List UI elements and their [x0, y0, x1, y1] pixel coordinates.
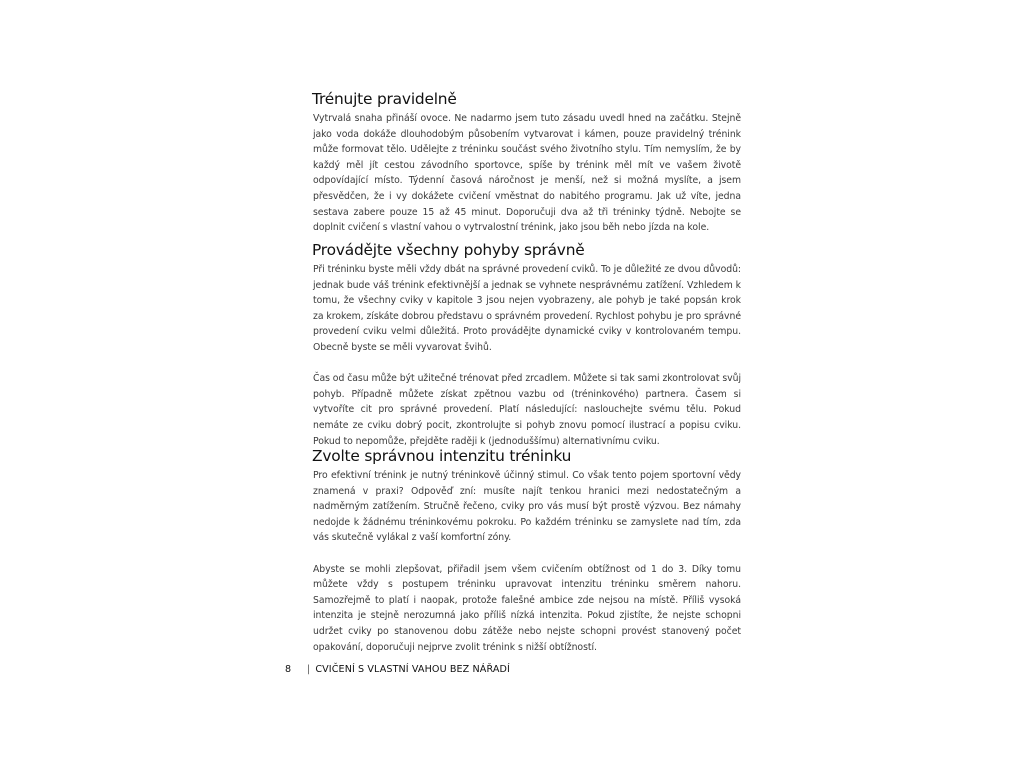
section-heading: Zvolte správnou intenzitu tréninku	[312, 447, 572, 465]
section-train-regularly	[313, 88, 741, 236]
footer-separator: |	[307, 664, 311, 675]
section-paragraph: Vytrvalá snaha přináší ovoce. Ne nadarmo jsem tuto zásadu uvedl hned na začátku. Stejně jako voda dokáže dlouhodobým působením vytvarovat i kámen, pouze pravidelný trénink může formovat tělo. Udělejte z tréninku součást svého životního stylu. Tím nemyslím, že by každý měl jít cestou závodního sportovce, spíše by trénink měl mít ve vašem životě odpovídající místo. Týdenní časová náročnost je menší, než si možná myslíte, a jsem přesvědčen, že i vy dokážete cvičení vměstnat do nabitého programu. Jak už víte, jedna sestava zabere pouze 15 až 45 minut. Doporučuji dva až tři tréninky týdně. Nebojte se doplnit cvičení s vlastní vahou o vytrvalostní trénink, jako jsou běh nebo jízda na kole.	[313, 113, 741, 234]
running-title: CVIČENÍ S VLASTNÍ VAHOU BEZ NÁŘADÍ	[315, 664, 510, 675]
section-heading: Trénujte pravidelně	[312, 90, 457, 108]
section-paragraph: Pro efektivní trénink je nutný tréninkově účinný stimul. Co však tento pojem sportovní vědy znamená v praxi? Odpověď zní: musíte najít tenkou hranici mezi nedostatečným a nadměrným zatížením. Stručně řečeno, cviky pro vás musí být prostě výzvou. Bez námahy nedojde k žádnému tréninkovému pokroku. Po každém tréninku se zamyslete nad tím, zda vás skutečně vylákal z vaší komfortní zóny.	[313, 470, 741, 544]
section-training-intensity	[313, 445, 741, 655]
section-paragraph: Při tréninku byste měli vždy dbát na správné provedení cviků. To je důležité ze dvou důvodů: jednak bude váš trénink efektivnější a jednak se vyhnete nesprávnému zatížení. Vzhledem k tomu, že všechny cviky v kapitole 3 jsou nejen vyobrazeny, ale pohyb je také popsán krok za krokem, získáte dobrou představu o správném provedení. Rychlost pohybu je pro správné provedení cviku velmi důležitá. Proto provádějte dynamické cviky v kontrolovaném tempu. Obecně byste se měli vyvarovat švihů.	[313, 264, 741, 353]
section-heading: Provádějte všechny pohyby správně	[312, 241, 585, 259]
section-correct-movements	[313, 239, 741, 449]
section-paragraph: Abyste se mohli zlepšovat, přiřadil jsem všem cvičením obtížnost od 1 do 3. Díky tomu můžete vždy s postupem tréninku upravovat intenzitu tréninku směrem nahoru. Samozřejmě to platí i naopak, protože falešné ambice zde nejsou na místě. Příliš vysoká intenzita je stejně nerozumná jako příliš nízká intenzita. Pokud zjistíte, že nejste schopni udržet cviky po stanovenou dobu zátěže nebo nejste schopni provést stanovený počet opakování, doporučuji nejprve zvolit trénink s nižší obtížností.	[313, 563, 741, 653]
page-number: 8	[285, 664, 292, 675]
page-footer	[285, 664, 510, 675]
section-paragraph: Čas od času může být užitečné trénovat před zrcadlem. Můžete si tak sami zkontrolovat svůj pohyb. Případně můžete získat zpětnou vazbu od (tréninkového) partnera. Časem si vytvoříte cit pro správné provedení. Platí následující: naslouchejte svému tělu. Pokud nemáte ze cviku dobrý pocit, zkontrolujte si pohyb znovu pomocí ilustrací a popisu cviku. Pokud to nepomůže, přejděte raději k (jednoduššímu) alternativnímu cviku.	[313, 373, 741, 447]
